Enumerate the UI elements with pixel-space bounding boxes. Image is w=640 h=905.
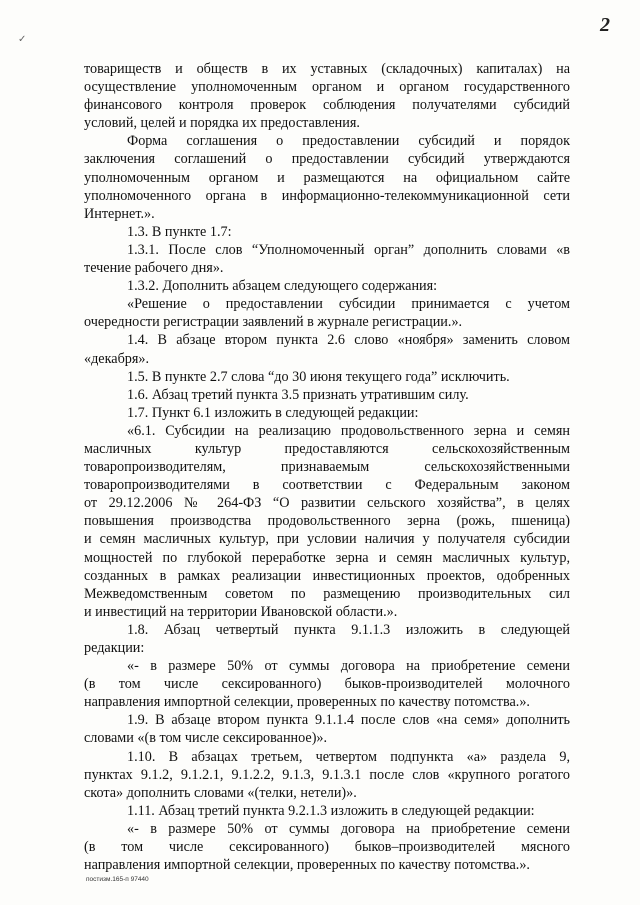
text-line: условий, целей и порядка их предоставления. — [84, 115, 360, 132]
text-line: 1.3. В пункте 1.7: — [127, 223, 232, 240]
text-line: направления импортной селекции, проверенных по качеству потомства.». — [84, 857, 530, 874]
text-line: 1.8. Абзац четвертый пункта 9.1.1.3 изложить в следующей — [127, 621, 570, 638]
text-line: словами «(в том числе сексированное)». — [84, 730, 328, 747]
text-line: и инвестиций на территории Ивановской области.». — [84, 603, 398, 620]
text-line: редакции: — [84, 640, 145, 656]
text-line: скота» дополнить словами «(телки, нетели)». — [84, 784, 357, 801]
footer-document-code: постизм.165-п 97440 — [86, 876, 149, 883]
text-line: от 29.12.2006 № 264-ФЗ “О развитии сельского хозяйства”, в целях — [84, 495, 570, 512]
text-line: товаропроизводителям, признаваемым сельскохозяйственными — [84, 459, 570, 476]
text-line: мощностей по глубокой переработке зерна и семян масличных культур, — [84, 549, 570, 566]
text-line: Межведомственным советом по размещению производительных сил — [84, 585, 570, 602]
text-line: очередности регистрации заявлений в журнале регистрации.». — [84, 314, 463, 331]
page-number: 2 — [600, 14, 610, 36]
text-line: повышения производства продовольственного зерна (рожь, пшеница) — [84, 513, 570, 530]
text-line: Форма соглашения о предоставлении субсидий и порядок — [127, 133, 570, 150]
text-line: осуществление уполномоченным органом и органом государственного — [84, 79, 570, 96]
text-line: направления импортной селекции, проверенных по качеству потомства.». — [84, 694, 530, 711]
text-line: пунктах 9.1.2, 9.1.2.1, 9.1.2.2, 9.1.3, 9.1.3.1 после слов «крупного рогатого — [84, 766, 570, 783]
text-line: 1.4. В абзаце втором пункта 2.6 слово «ноября» заменить словом — [127, 332, 570, 349]
text-line: «6.1. Субсидии на реализацию продовольственного зерна и семян — [127, 422, 570, 439]
text-line: Интернет.». — [84, 205, 155, 222]
text-line: течение рабочего дня». — [84, 260, 224, 277]
text-line: 1.11. Абзац третий пункта 9.2.1.3 изложить в следующей редакции: — [127, 802, 535, 819]
text-line: «Решение о предоставлении субсидии принимается с учетом — [127, 296, 570, 313]
text-line: масличных культур предоставляются сельскохозяйственным — [84, 440, 570, 457]
text-line: товаропроизводителями в соответствии с Федеральным законом — [84, 477, 570, 494]
text-line: уполномоченным органом и размещаются на официальном сайте — [84, 169, 570, 186]
text-line: 1.3.2. Дополнить абзацем следующего содержания: — [127, 278, 438, 295]
text-line: «- в размере 50% от суммы договора на приобретение семени — [127, 658, 570, 675]
text-line: 1.6. Абзац третий пункта 3.5 признать утратившим силу. — [127, 386, 469, 403]
text-line: 1.9. В абзаце втором пункта 9.1.1.4 после слов «на семя» дополнить — [127, 712, 570, 729]
text-line: финансового контроля проверок соблюдения получателями субсидий — [84, 97, 570, 114]
text-line: 1.7. Пункт 6.1 изложить в следующей редакции: — [127, 404, 419, 421]
text-line: 1.5. В пункте 2.7 слова “до 30 июня текущего года” исключить. — [127, 368, 510, 385]
text-line: «- в размере 50% от суммы договора на приобретение семени — [127, 820, 570, 837]
text-line: 1.10. В абзацах третьем, четвертом подпункта «а» раздела 9, — [127, 748, 570, 765]
text-line: (в том числе сексированного) быков–производителей мясного — [84, 839, 570, 856]
text-line: товариществ и обществ в их уставных (складочных) капиталах) на — [84, 61, 570, 77]
text-line: уполномоченного органа в информационно-телекоммуникационной сети — [84, 187, 570, 204]
text-line: (в том числе сексированного) быков-производителей молочного — [84, 676, 570, 693]
text-line: «декабря». — [84, 350, 150, 367]
text-line: заключения соглашений о предоставлении субсидий утверждаются — [84, 151, 570, 168]
scan-mark: ✓ — [18, 34, 27, 45]
document-body — [84, 60, 570, 874]
text-line: и семян масличных культур, при условии наличия у получателя субсидии — [84, 531, 570, 548]
text-line: 1.3.1. После слов “Уполномоченный орган” дополнить словами «в — [127, 241, 570, 258]
text-line: созданных в рамках реализации инвестиционных проектов, одобренных — [84, 567, 570, 584]
